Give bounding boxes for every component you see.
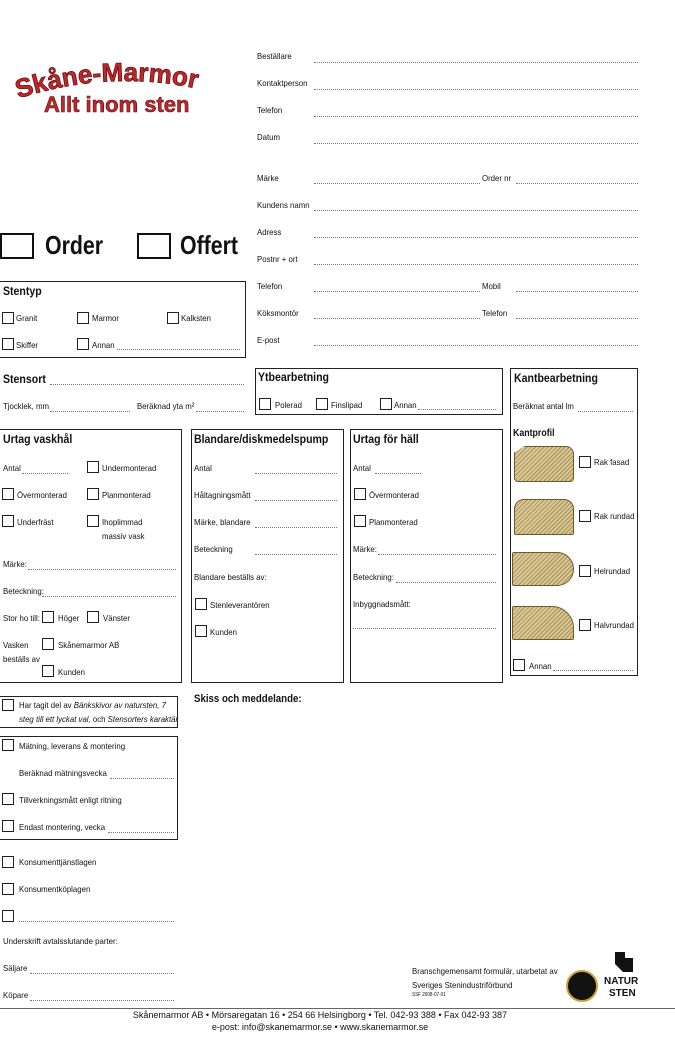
kontaktperson-label: Kontaktperson	[257, 78, 308, 88]
tillverkning-checkbox[interactable]	[2, 793, 14, 805]
skiss-area[interactable]	[190, 710, 638, 955]
datum-label: Datum	[257, 132, 281, 142]
hall-antal-field[interactable]	[375, 473, 421, 474]
blandare-antal-field[interactable]	[255, 473, 337, 474]
footer-email: e-post: info@skanemarmor.se • www.skanemarmor.se	[211, 1022, 429, 1032]
kalksten-label: Kalksten	[181, 313, 212, 323]
forbund-text: Sveriges Stenindustriförbund	[412, 980, 513, 990]
ordernr-label: Order nr	[482, 173, 512, 183]
koksmontor-field[interactable]	[314, 318, 480, 319]
datum-field[interactable]	[314, 143, 638, 144]
vaskhal-title: Urtag vaskhål	[3, 432, 73, 446]
underskrift-title: Underskrift avtalsslutande parter:	[3, 936, 118, 946]
telefon-field[interactable]	[314, 116, 638, 117]
bestallare-label: Beställare	[257, 51, 292, 61]
mobil-label: Mobil	[482, 281, 501, 291]
bestallare-field[interactable]	[314, 62, 638, 63]
cust-telefon-field[interactable]	[314, 291, 480, 292]
undermonterad-checkbox[interactable]	[87, 461, 99, 473]
hall-overmonterad-label: Övermonterad	[369, 490, 419, 500]
bransch-text: Branschgemensamt formulär, utarbetat av	[412, 966, 558, 976]
kontaktperson-field[interactable]	[314, 89, 638, 90]
helrundad-checkbox[interactable]	[579, 565, 591, 577]
stentyp-annan-field[interactable]	[117, 349, 240, 350]
mobil-field[interactable]	[516, 291, 638, 292]
order-checkbox[interactable]	[0, 233, 34, 259]
yt-annan-checkbox[interactable]	[380, 398, 392, 410]
marke-field[interactable]	[314, 183, 480, 184]
finslipad-label: Finslipad	[331, 400, 363, 410]
tillverkning-label: Tillverkningsmått enligt ritning	[19, 795, 122, 805]
blandare-kunden-checkbox[interactable]	[195, 625, 207, 637]
kalksten-checkbox[interactable]	[167, 312, 179, 324]
blandare-beteckning-label: Beteckning	[194, 544, 233, 554]
kundens-namn-label: Kundens namn	[257, 200, 310, 210]
blandare-marke-field[interactable]	[255, 527, 337, 528]
yta-field[interactable]	[196, 411, 244, 412]
logo	[6, 60, 246, 130]
other-law-field[interactable]	[19, 921, 174, 922]
saljare-field[interactable]	[30, 973, 174, 974]
helrundad-label: Helrundad	[594, 566, 631, 576]
rak-rundad-label: Rak rundad	[594, 511, 635, 521]
hall-beteckning-label: Beteckning:	[353, 572, 394, 582]
endast-field[interactable]	[108, 832, 174, 833]
blandare-bestalls-label: Blandare beställs av:	[194, 572, 267, 582]
konsumenttjanst-label: Konsumenttjänstlagen	[19, 857, 97, 867]
footer-address: Skånemarmor AB • Mörsaregatan 16 • 254 66 Helsingborg • Tel. 042-93 388 • Fax 042-93 387	[132, 1010, 508, 1020]
marke-label: Märke	[257, 173, 279, 183]
epost-label: E-post	[257, 335, 280, 345]
hoger-checkbox[interactable]	[42, 611, 54, 623]
saljare-label: Säljare	[3, 963, 28, 973]
skiffer-checkbox[interactable]	[2, 338, 14, 350]
inbygg-label: Inbyggnadsmått:	[353, 599, 411, 609]
ihoplimmad-label: Ihoplimmad	[102, 517, 143, 527]
stentyp-annan-checkbox[interactable]	[77, 338, 89, 350]
kant-annan-label: Annan	[529, 661, 552, 671]
hall-antal-label: Antal	[353, 463, 371, 473]
vask-antal-label: Antal	[3, 463, 21, 473]
yt-annan-field[interactable]	[418, 409, 496, 410]
postnr-label: Postnr + ort	[257, 254, 298, 264]
yt-annan-label: Annan	[394, 400, 417, 410]
endast-label: Endast montering, vecka	[19, 822, 106, 832]
telefon2-field[interactable]	[516, 318, 638, 319]
epost-field[interactable]	[314, 345, 638, 346]
koksmontor-label: Köksmontör	[257, 308, 299, 318]
stensort-field[interactable]	[50, 384, 244, 385]
blandare-marke-label: Märke, blandare	[194, 517, 251, 527]
footer-divider	[0, 1008, 675, 1009]
tagit-line2: steg till ett lyckat val, och Stensorters karaktär	[19, 714, 179, 724]
granit-label: Granit	[16, 313, 38, 323]
storho-label: Stor ho till:	[3, 613, 40, 623]
inbygg-field[interactable]	[353, 628, 496, 629]
vasken-label: Vasken	[3, 640, 29, 650]
hall-planmonterad-label: Planmonterad	[369, 517, 418, 527]
tagit-checkbox[interactable]	[2, 699, 14, 711]
blandare-beteckning-field[interactable]	[255, 554, 337, 555]
vanster-label: Vänster	[103, 613, 130, 623]
telefon2-label: Telefon	[482, 308, 508, 318]
hall-overmonterad-checkbox[interactable]	[354, 488, 366, 500]
rak-fasad-profile-icon	[514, 446, 574, 482]
kant-annan-checkbox[interactable]	[513, 659, 525, 671]
vask-bestalls-label: beställs av	[3, 654, 40, 664]
finslipad-checkbox[interactable]	[316, 398, 328, 410]
rak-fasad-label: Rak fasad	[594, 457, 630, 467]
blandare-antal-label: Antal	[194, 463, 212, 473]
vask-skanemarmor-label: Skånemarmor AB	[58, 640, 120, 650]
polerad-label: Polerad	[275, 400, 302, 410]
hoger-label: Höger	[58, 613, 80, 623]
vask-overmonterad-label: Övermonterad	[17, 490, 67, 500]
offert-checkbox[interactable]	[137, 233, 171, 259]
natursten-logo-icon	[613, 950, 635, 974]
kant-antal-field[interactable]	[578, 411, 633, 412]
ordernr-field[interactable]	[516, 183, 638, 184]
vask-overmonterad-checkbox[interactable]	[2, 488, 14, 500]
massiv-label: massiv vask	[102, 531, 145, 541]
vask-planmonterad-label: Planmonterad	[102, 490, 151, 500]
vask-marke-field[interactable]	[28, 569, 176, 570]
adress-field[interactable]	[314, 237, 638, 238]
hal-field[interactable]	[255, 500, 337, 501]
kundens-namn-field[interactable]	[314, 210, 638, 211]
logo-tagline: Allt inom sten	[44, 92, 190, 117]
kant-annan-field[interactable]	[553, 670, 633, 671]
stensort-title: Stensort	[3, 372, 46, 386]
hall-beteckning-field[interactable]	[396, 582, 496, 583]
cust-telefon-label: Telefon	[257, 281, 283, 291]
sten-text: STEN	[609, 988, 636, 999]
hal-label: Håltagningsmått	[194, 490, 251, 500]
granit-checkbox[interactable]	[2, 312, 14, 324]
konsumentkop-label: Konsumentköplagen	[19, 884, 91, 894]
konsumentkop-checkbox[interactable]	[2, 883, 14, 895]
logo-name: Skåne-Marmor	[11, 60, 202, 105]
order-label: Order	[45, 230, 104, 260]
underfrast-checkbox[interactable]	[2, 515, 14, 527]
kant-title: Kantbearbetning	[514, 371, 598, 385]
marmor-checkbox[interactable]	[77, 312, 89, 324]
tjocklek-label: Tjocklek, mm	[3, 401, 50, 411]
hall-title: Urtag för häll	[353, 432, 419, 446]
polerad-checkbox[interactable]	[259, 398, 271, 410]
blandare-title: Blandare/diskmedelspump	[194, 432, 329, 446]
ytbearbetning-title: Ytbearbetning	[258, 370, 329, 384]
hall-box	[350, 429, 503, 683]
skiss-title: Skiss och meddelande:	[194, 693, 302, 705]
kopare-label: Köpare	[3, 990, 29, 1000]
postnr-field[interactable]	[314, 264, 638, 265]
vanster-checkbox[interactable]	[87, 611, 99, 623]
rak-rundad-profile-icon	[514, 499, 574, 535]
ihoplimmad-checkbox[interactable]	[87, 515, 99, 527]
helrundad-profile-icon	[512, 552, 574, 586]
hall-marke-label: Märke:	[353, 544, 377, 554]
kopare-field[interactable]	[30, 1000, 174, 1001]
natur-text: NATUR	[604, 976, 639, 987]
vask-kunden-checkbox[interactable]	[42, 665, 54, 677]
vask-antal-field[interactable]	[22, 473, 68, 474]
vask-marke-label: Märke:	[3, 559, 27, 569]
vask-kunden-label: Kunden	[58, 667, 85, 677]
matning-checkbox[interactable]	[2, 739, 14, 751]
blandare-box	[191, 429, 344, 683]
hall-marke-field[interactable]	[378, 554, 496, 555]
telefon-label: Telefon	[257, 105, 283, 115]
vask-beteckning-field[interactable]	[42, 596, 176, 597]
stentyp-annan-label: Annan	[92, 340, 115, 350]
marmor-label: Marmor	[92, 313, 119, 323]
undermonterad-label: Undermonterad	[102, 463, 157, 473]
hall-planmonterad-checkbox[interactable]	[354, 515, 366, 527]
blandare-kunden-label: Kunden	[210, 627, 237, 637]
natursten-mark-icon	[613, 950, 635, 974]
rak-rundad-checkbox[interactable]	[579, 510, 591, 522]
vask-skanemarmor-checkbox[interactable]	[42, 638, 54, 650]
kantprofil-title: Kantprofil	[513, 428, 555, 439]
halvrundad-profile-icon	[512, 606, 574, 640]
skiffer-label: Skiffer	[16, 340, 39, 350]
konsumenttjanst-checkbox[interactable]	[2, 856, 14, 868]
matningsvecka-field[interactable]	[110, 778, 174, 779]
vask-beteckning-label: Beteckning:	[3, 586, 44, 596]
endast-checkbox[interactable]	[2, 820, 14, 832]
kant-antal-label: Beräknat antal lm	[513, 401, 574, 411]
other-law-checkbox[interactable]	[2, 910, 14, 922]
offert-label: Offert	[180, 230, 239, 260]
stenleverantoren-label: Stenleverantören	[210, 600, 270, 610]
yta-label: Beräknad yta m²	[137, 401, 195, 411]
halvrundad-label: Halvrundad	[594, 620, 635, 630]
adress-label: Adress	[257, 227, 282, 237]
underfrast-label: Underfräst	[17, 517, 54, 527]
tagit-line1: Har tagit del av Bänkskivor av natursten, 7	[19, 700, 166, 710]
tjocklek-field[interactable]	[50, 411, 130, 412]
vask-planmonterad-checkbox[interactable]	[87, 488, 99, 500]
stenleverantoren-checkbox[interactable]	[195, 598, 207, 610]
ssf-text: SSF 2008-07-01	[412, 992, 446, 998]
matningsvecka-label: Beräknad mätningsvecka	[19, 768, 107, 778]
halvrundad-checkbox[interactable]	[579, 619, 591, 631]
matning-label: Mätning, leverans & montering	[19, 741, 126, 751]
rak-fasad-checkbox[interactable]	[579, 456, 591, 468]
ssf-seal-icon	[566, 970, 598, 1002]
stentyp-title: Stentyp	[3, 284, 42, 298]
